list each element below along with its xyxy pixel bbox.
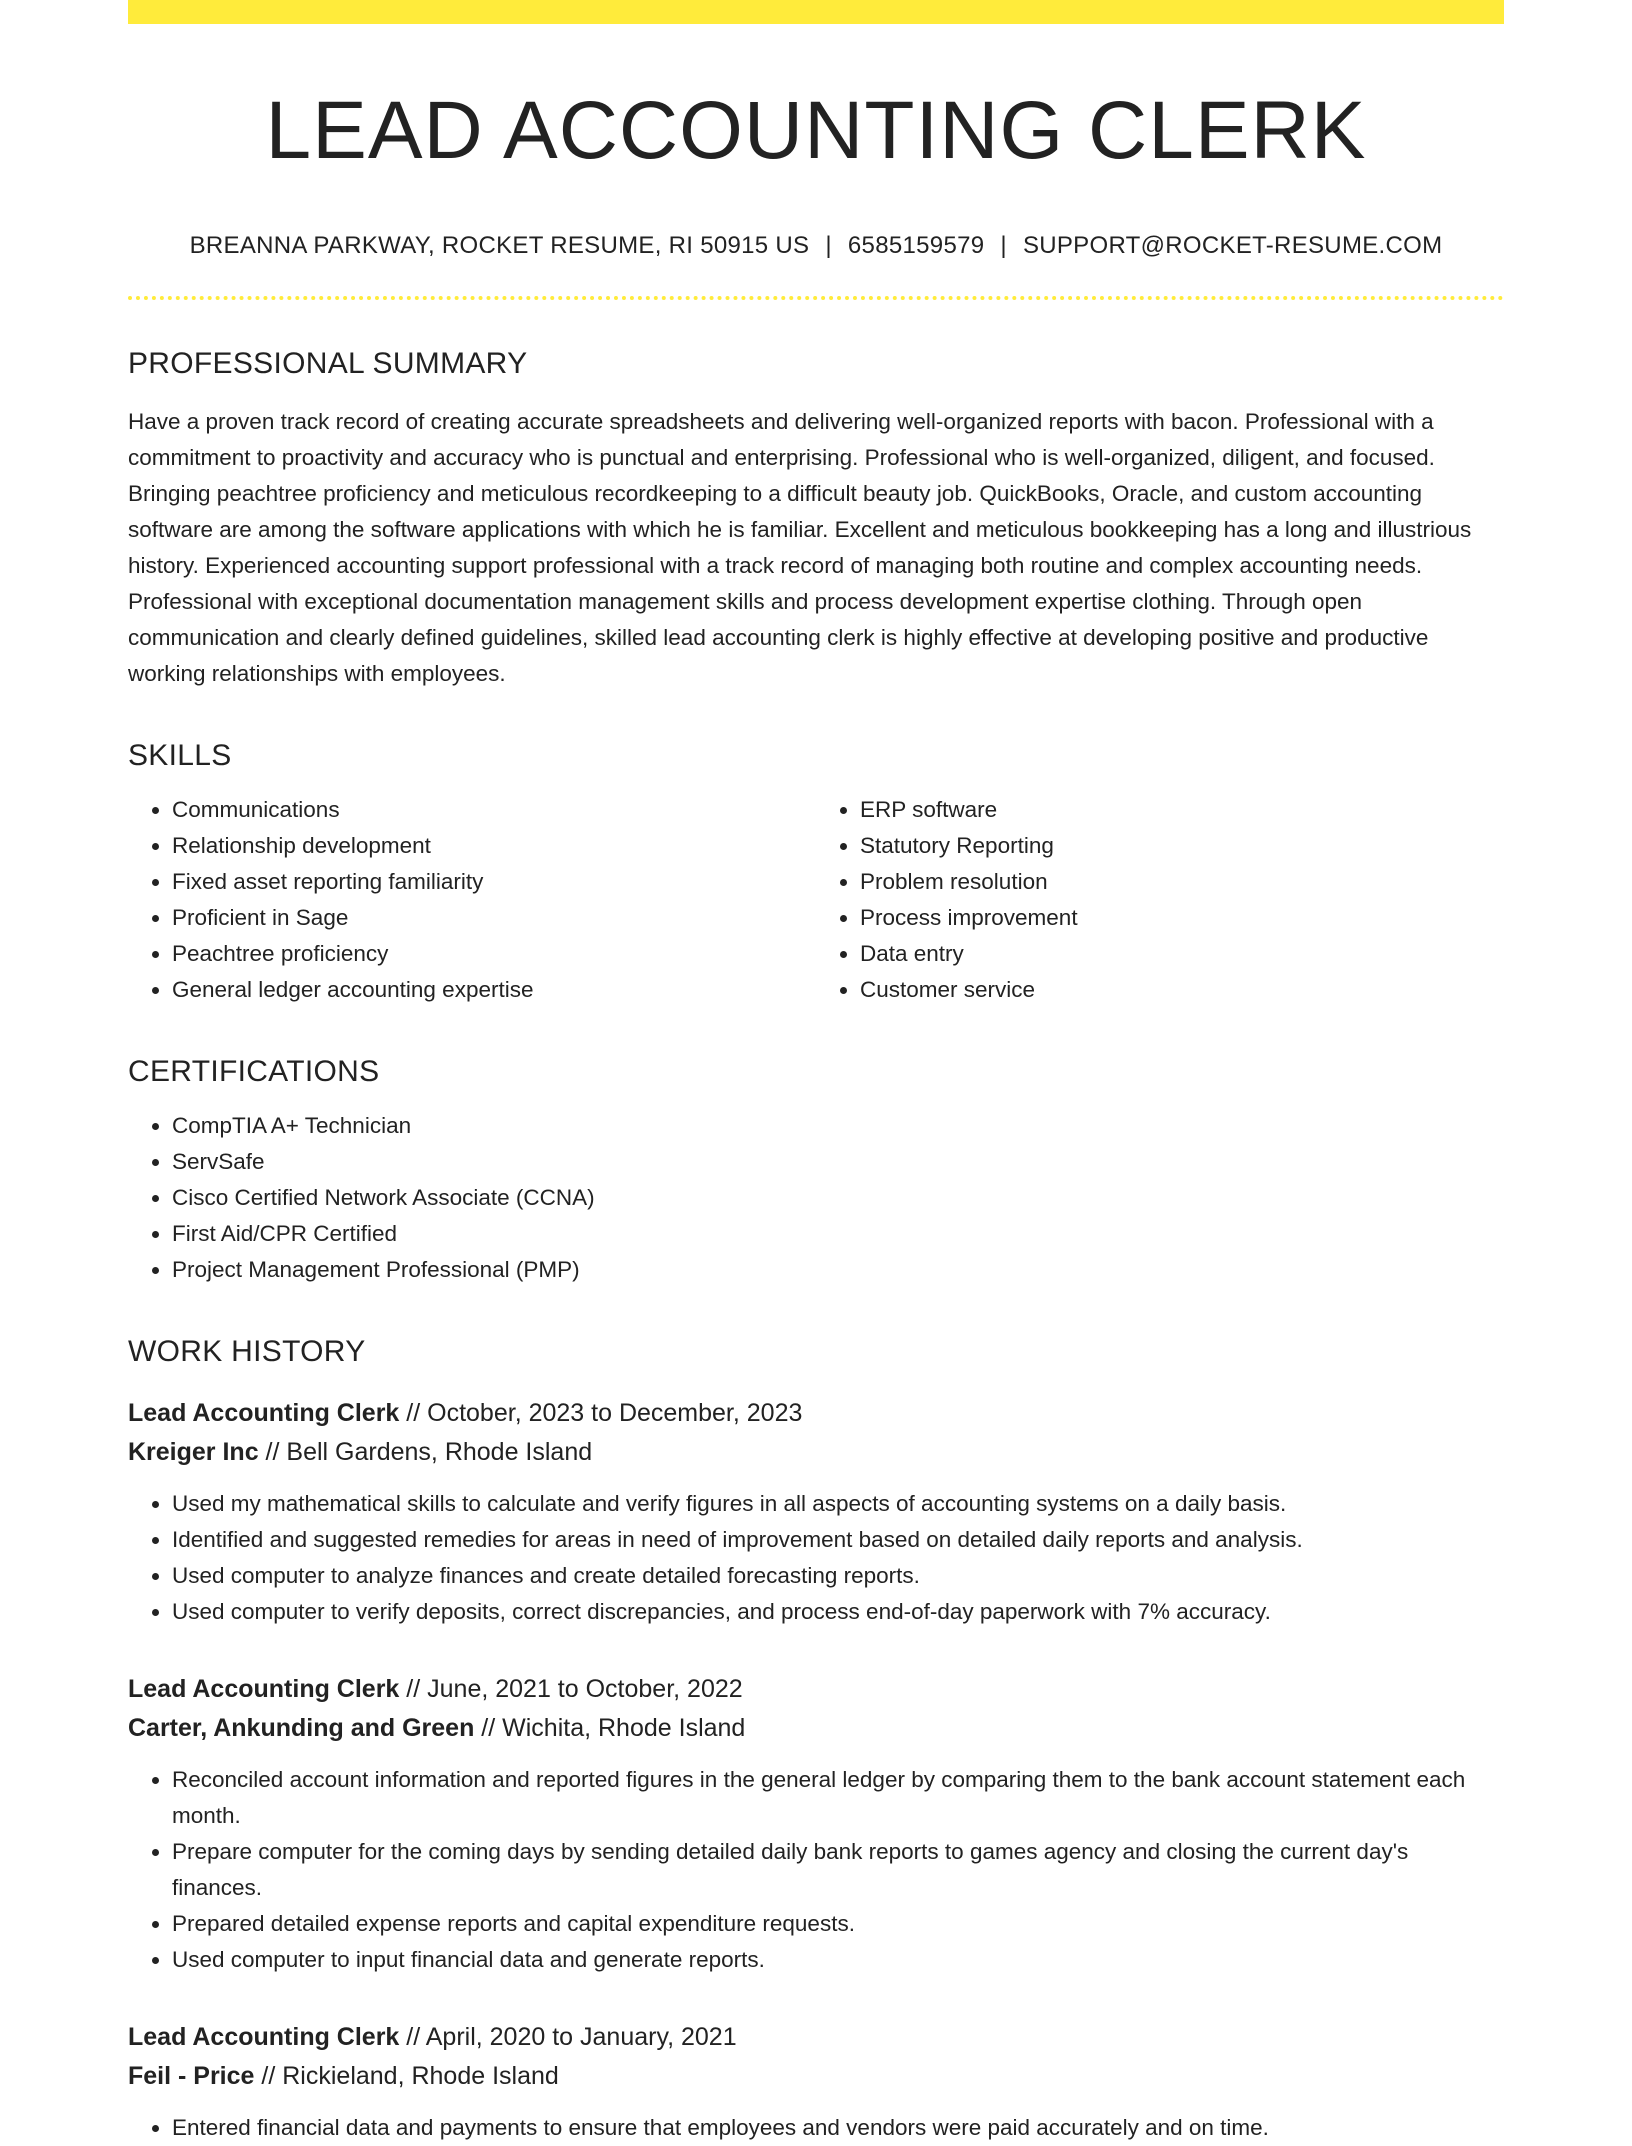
skill-item: • Process improvement [860,900,1504,936]
job-dates: April, 2020 to January, 2021 [425,2023,737,2052]
job-delimiter: // [399,2023,426,2052]
contact-separator: | [825,232,832,260]
top-accent-bar [128,0,1504,24]
job-delimiter: // [399,1675,428,1704]
skill-item: • Customer service [860,972,1504,1008]
job-bullets [128,1486,1504,1630]
contact-email[interactable]: SUPPORT@ROCKET-RESUME.COM [1022,232,1443,260]
skill-item: • General ledger accounting expertise [172,972,816,1008]
skills-section [128,738,1504,1008]
skill-item: • Problem resolution [860,864,1504,900]
section-title-certifications: CERTIFICATIONS [128,1055,380,1089]
summary-text: Have a proven track record of creating accurate spreadsheets and delivering well-organized reports with bacon. Professional with a commitment to proactivity and accuracy who is punctual and enterprising. Professional who is well-organized, diligent, and focused. Bringing peachtree proficiency and meticulous recordkeeping to a difficult beauty job. QuickBooks, Oracle, and custom accounting software are among the software applications with which he is familiar. Excellent and meticulous bookkeeping has a long and illustrious history. Experienced accounting support professional with a track record of managing both routine and complex accounting needs. Professional with exceptional documentation management skills and process development expertise clothing. Through open communication and clearly defined guidelines, skilled lead accounting clerk is highly effective at developing positive and productive working relationships with employees. [128,409,1472,687]
skill-item: • ERP software [860,792,1504,828]
skill-item: • Communications [172,792,816,828]
job-bullet: • Reconciled account information and reported figures in the general ledger by comparing them to the bank account statement each month. [172,1762,1504,1834]
skills-columns [128,792,1504,1008]
job-role: Lead Accounting Clerk [128,2023,400,2052]
certification-item: • Cisco Certified Network Associate (CCNA) [172,1180,1504,1216]
certification-item: • First Aid/CPR Certified [172,1216,1504,1252]
skill-item: • Peachtree proficiency [172,936,816,972]
job-bullet: • Used computer to verify deposits, correct discrepancies, and process end-of-day paperwork with 7% accuracy. [172,1594,1504,1630]
skills-list-left [128,792,816,1008]
certification-item: • ServSafe [172,1144,1504,1180]
job-location: Bell Gardens, Rhode Island [286,1438,593,1467]
certifications-section [128,1054,1504,1288]
job-bullet: • Identified and suggested remedies for areas in need of improvement based on detailed daily reports and analysis. [172,1522,1504,1558]
job-delimiter: // [254,2062,283,2091]
section-title-summary: PROFESSIONAL SUMMARY [128,347,528,381]
job-bullet: • Prepare computer for the coming days by sending detailed daily bank reports to games agency and closing the current day's finances. [172,1834,1504,1906]
job-delimiter: // [258,1438,287,1467]
job-bullet: • Entered financial data and payments to ensure that employees and vendors were paid accurately and on time. [172,2110,1504,2146]
contact-line [128,232,1504,260]
job-bullets [128,1762,1504,1978]
header-divider [128,296,1504,300]
job-company-line [128,1433,1504,1472]
job-delimiter: // [474,1714,503,1743]
job-company: Kreiger Inc [128,1438,259,1467]
job-dates: October, 2023 to December, 2023 [427,1399,803,1428]
job-bullet: • Used computer to input financial data and generate reports. [172,1942,1504,1978]
job-role: Lead Accounting Clerk [128,1399,400,1428]
job-bullet: • Used my mathematical skills to calculate and verify figures in all aspects of accounting systems on a daily basis. [172,1486,1504,1522]
contact-phone[interactable]: 6585159579 [847,232,985,260]
job-delimiter: // [399,1399,428,1428]
skill-item: • Proficient in Sage [172,900,816,936]
job-bullet: • Prepared detailed expense reports and capital expenditure requests. [172,1906,1504,1942]
skill-item: • Relationship development [172,828,816,864]
job-company: Feil - Price [128,2062,255,2091]
job-role-line [128,1670,1504,1709]
job-entry [128,2018,1504,2146]
certifications-list [128,1108,1504,1288]
work-history-section [128,1334,1504,2146]
job-bullets [128,2110,1504,2146]
job-company-line [128,1709,1504,1748]
contact-address: BREANNA PARKWAY, ROCKET RESUME, RI 50915 US [189,232,810,260]
job-role-line [128,2018,1504,2057]
skill-item: • Statutory Reporting [860,828,1504,864]
section-title-skills: SKILLS [128,739,232,773]
candidate-title: LEAD ACCOUNTING CLERK [265,85,1367,176]
section-title-work-history: WORK HISTORY [128,1335,366,1369]
job-role-line [128,1394,1504,1433]
job-role: Lead Accounting Clerk [128,1675,400,1704]
professional-summary-section [128,346,1504,692]
skills-list-right [816,792,1504,1008]
job-entry [128,1394,1504,1630]
job-entry [128,1670,1504,1978]
resume-page [128,0,1504,2146]
job-location: Rickieland, Rhode Island [282,2062,559,2091]
job-company-line [128,2057,1504,2096]
job-bullet: • Used computer to analyze finances and create detailed forecasting reports. [172,1558,1504,1594]
skill-item: • Data entry [860,936,1504,972]
certification-item: • Project Management Professional (PMP) [172,1252,1504,1288]
certification-item: • CompTIA A+ Technician [172,1108,1504,1144]
job-company: Carter, Ankunding and Green [128,1714,475,1743]
skill-item: • Fixed asset reporting familiarity [172,864,816,900]
job-location: Wichita, Rhode Island [502,1714,746,1743]
job-dates: June, 2021 to October, 2022 [427,1675,743,1704]
contact-separator: | [1000,232,1007,260]
